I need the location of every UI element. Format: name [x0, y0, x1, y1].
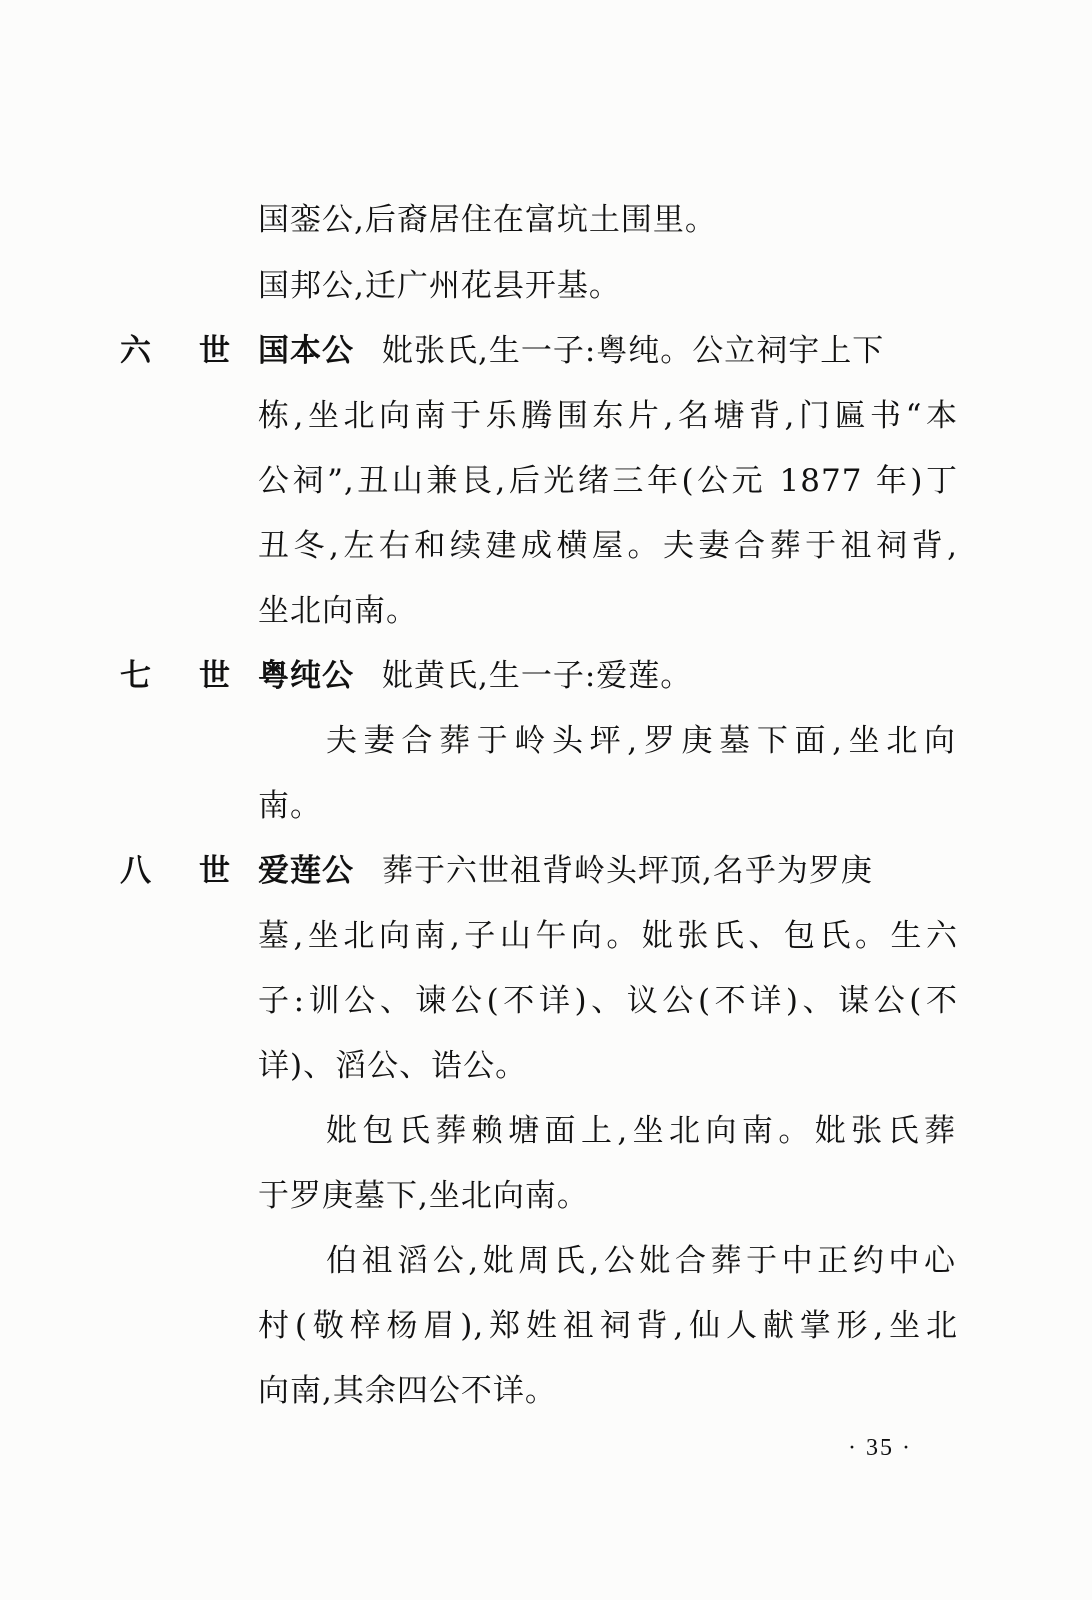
text-line: 于罗庚墓下,坐北向南。 — [258, 1178, 589, 1214]
generation-char: 六 — [120, 333, 151, 369]
line-text: 妣黄氏,生一子:爱莲。 — [382, 658, 693, 694]
text-line — [258, 656, 958, 696]
text-line: 伯祖滔公,妣周氏,公妣合葬于中正约中心 — [326, 1243, 956, 1279]
generation-char: 世 — [199, 658, 230, 694]
text-line: 坐北向南。 — [258, 593, 418, 629]
line-text: 妣张氏,生一子:粤纯。公立祠宇上下 — [382, 333, 885, 369]
generation-label-7 — [120, 656, 230, 696]
ancestor-name: 粤纯公 — [258, 658, 354, 694]
text-line: 公祠”,丑山兼艮,后光绪三年(公元 1877 年)丁 — [258, 463, 958, 499]
generation-label-8 — [120, 851, 230, 891]
text-line: 丑冬,左右和续建成横屋。夫妻合葬于祖祠背, — [258, 528, 958, 564]
text-line: 国邦公,迁广州花县开基。 — [258, 268, 621, 304]
ancestor-name: 爱莲公 — [258, 853, 354, 889]
ancestor-name: 国本公 — [258, 333, 354, 369]
text-line: 向南,其余四公不详。 — [258, 1373, 557, 1409]
generation-label-6 — [120, 331, 230, 371]
text-line: 妣包氏葬赖塘面上,坐北向南。妣张氏葬 — [326, 1113, 956, 1149]
generation-char: 世 — [199, 333, 230, 369]
generation-char: 七 — [120, 658, 151, 694]
text-line: 夫妻合葬于岭头坪,罗庚墓下面,坐北向 — [326, 723, 956, 759]
generation-char: 八 — [120, 853, 151, 889]
line-text: 葬于六世祖背岭头坪顶,名乎为罗庚 — [382, 853, 873, 889]
page-number: · 35 · — [848, 1435, 912, 1461]
generation-char: 世 — [199, 853, 230, 889]
text-line — [258, 851, 958, 891]
text-line: 国銮公,后裔居住在富坑土围里。 — [258, 202, 717, 238]
text-line — [258, 331, 958, 371]
text-line: 村(敬梓杨眉),郑姓祖祠背,仙人献掌形,坐北 — [258, 1308, 958, 1344]
text-line: 详)、滔公、诰公。 — [258, 1048, 528, 1084]
text-line: 栋,坐北向南于乐腾围东片,名塘背,门匾书“本 — [258, 398, 958, 434]
text-line: 墓,坐北向南,子山午向。妣张氏、包氏。生六 — [258, 918, 958, 954]
text-line: 子:训公、谏公(不详)、议公(不详)、谋公(不 — [258, 983, 958, 1019]
text-line: 南。 — [258, 788, 322, 824]
